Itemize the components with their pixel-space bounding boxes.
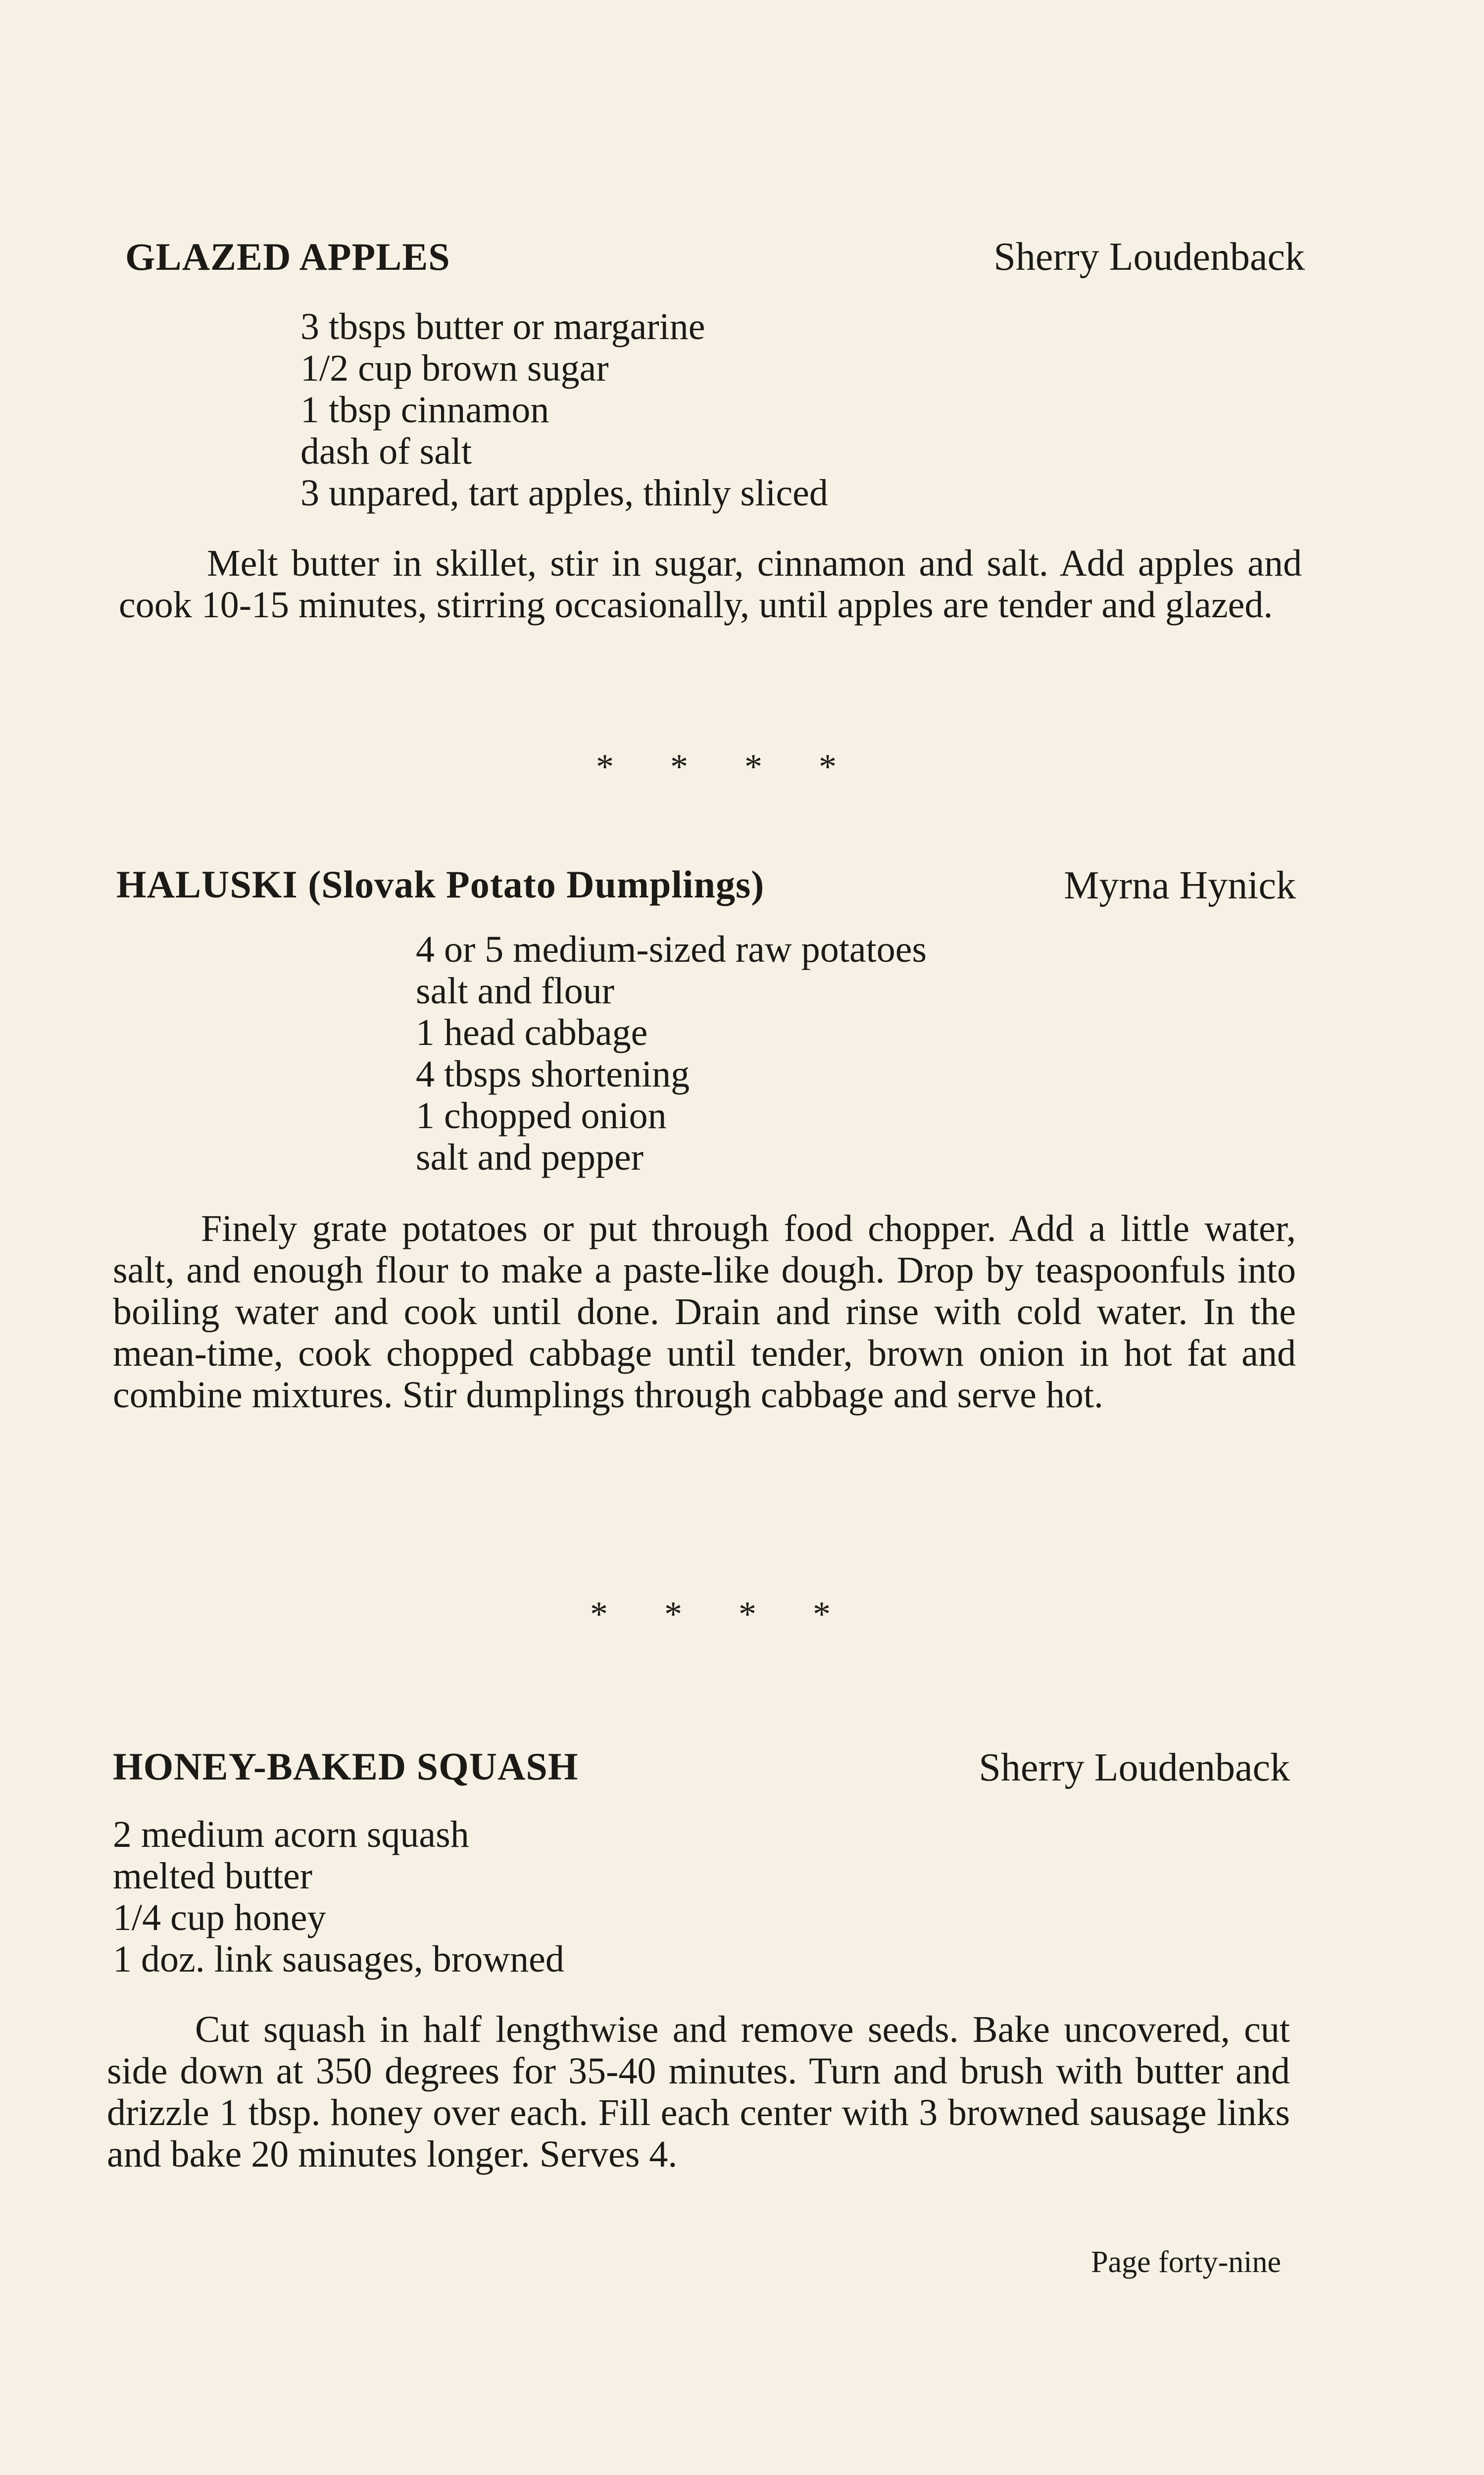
ingredient-item: melted butter: [113, 1855, 313, 1897]
ingredient-item: 1 tbsp cinnamon: [300, 389, 549, 431]
ingredient-item: dash of salt: [300, 431, 472, 472]
ingredient-item: 1 chopped onion: [416, 1095, 667, 1137]
ingredient-item: salt and pepper: [416, 1137, 644, 1178]
ingredient-item: 2 medium acorn squash: [113, 1814, 469, 1855]
recipe-directions: Melt butter in skillet, stir in sugar, cinnamon and salt. Add apples and cook 10-15 minutes, stirring occasionally, until apples are tender and glazed.: [119, 543, 1302, 626]
ingredient-item: 3 tbsps butter or margarine: [300, 306, 705, 347]
ingredient-item: salt and flour: [416, 970, 615, 1012]
ingredient-list: [300, 306, 828, 514]
ingredient-item: 1 doz. link sausages, browned: [113, 1938, 564, 1980]
ingredient-item: 1 head cabbage: [416, 1012, 648, 1053]
recipe-directions: Finely grate potatoes or put through food chopper. Add a little water, salt, and enough flour to make a paste-like dough. Drop by teaspoonfuls into boiling water and cook until done. Drain and rinse with cold water. In the mean-time, cook chopped cabbage until tender, brown onion in hot fat and combine mixtures. Stir dumplings through cabbage and serve hot.: [113, 1208, 1296, 1416]
ingredient-item: 3 unpared, tart apples, thinly sliced: [300, 472, 828, 514]
section-separator: * * * *: [590, 1594, 854, 1634]
recipe-title: GLAZED APPLES: [125, 235, 450, 278]
ingredient-item: 4 tbsps shortening: [416, 1053, 690, 1095]
recipe-author: Myrna Hynick: [1064, 864, 1296, 907]
recipe-title: HONEY-BAKED SQUASH: [113, 1745, 579, 1788]
ingredient-item: 4 or 5 medium-sized raw potatoes: [416, 929, 927, 970]
page-number: Page forty-nine: [1091, 2245, 1281, 2279]
recipe-author: Sherry Loudenback: [993, 235, 1305, 279]
ingredient-item: 1/4 cup honey: [113, 1897, 326, 1938]
recipe-title: HALUSKI (Slovak Potato Dumplings): [116, 863, 765, 906]
recipe-directions: Cut squash in half lengthwise and remove seeds. Bake uncovered, cut side down at 350 degrees for 35-40 minutes. Turn and brush with butter and drizzle 1 tbsp. honey over each. Fill each center with 3 browned sausage links and bake 20 minutes longer. Serves 4.: [107, 2009, 1290, 2175]
ingredient-list: [416, 929, 927, 1178]
recipe-author: Sherry Loudenback: [979, 1746, 1290, 1789]
ingredient-item: 1/2 cup brown sugar: [300, 347, 609, 389]
section-separator: * * * *: [596, 747, 860, 787]
ingredient-list: [113, 1814, 564, 1980]
